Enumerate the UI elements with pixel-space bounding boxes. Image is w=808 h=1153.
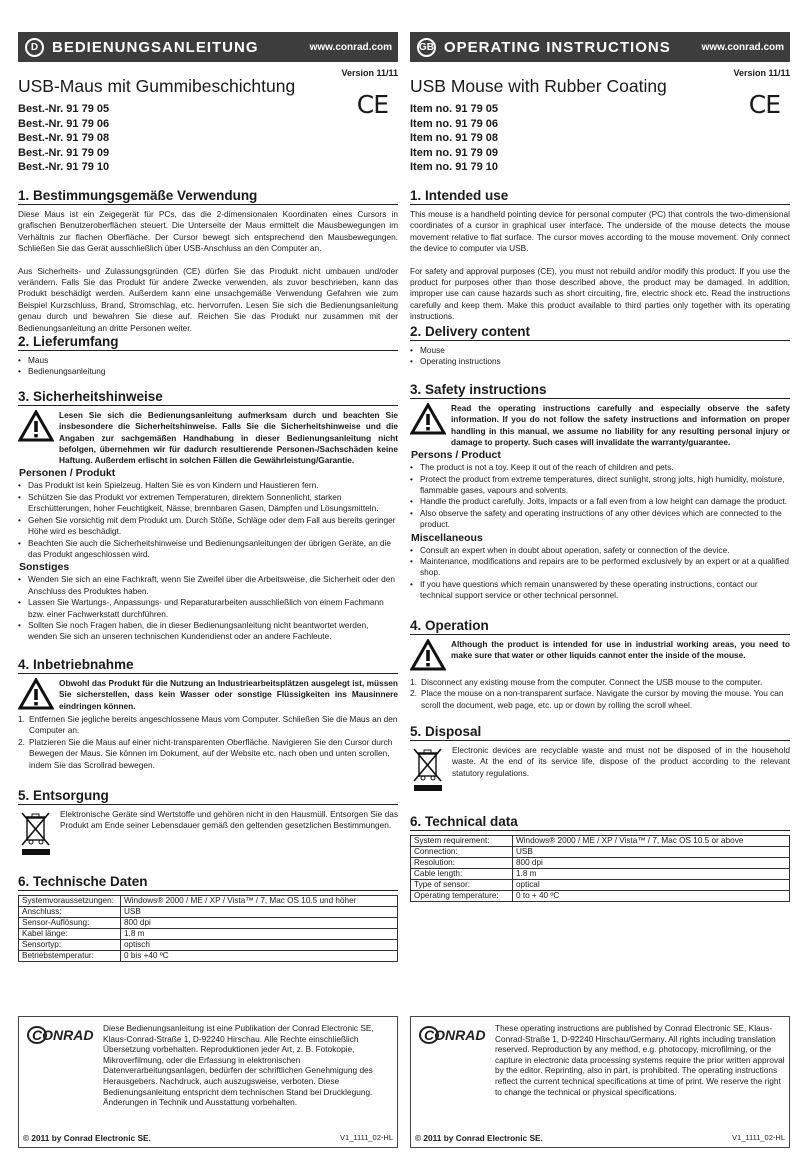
section-delivery-content: [18, 334, 398, 378]
table-row: [19, 951, 398, 962]
table-row: [411, 880, 790, 891]
banner-title: OPERATING INSTRUCTIONS: [444, 38, 671, 56]
item-numbers: [410, 102, 790, 175]
list-item: • Lassen Sie Wartungs-, Anpassungs- und Reparaturarbeiten ausschließlich von einem Fachmann bzw. einer Fachwerkstatt durchführen.: [18, 597, 398, 620]
bullet-list: [18, 480, 398, 560]
table-row: [411, 869, 790, 880]
spec-value: optical: [513, 880, 790, 891]
ce-mark-icon: CE: [356, 90, 388, 119]
list-item: • Handle the product carefully. Jolts, impacts or a fall even from a low height can damage the product.: [410, 496, 790, 507]
spec-label: Systemvoraussetzungen:: [19, 896, 121, 907]
warning-text: Obwohl das Produkt für die Nutzung an Industriearbeitsplätzen ausgelegt ist, müssen Sie sicherstellen, dass kein Wasser oder sonstige Flüssigkeiten ins Mausinnere eindringen können.: [59, 678, 398, 711]
spec-label: Sensor-Auflösung:: [19, 918, 121, 929]
warning-triangle-icon: [410, 639, 446, 671]
table-row: [411, 847, 790, 858]
ce-mark-icon: CE: [748, 90, 780, 119]
table-row: [19, 907, 398, 918]
spec-value: USB: [513, 847, 790, 858]
conrad-logo: [419, 1025, 491, 1045]
item-number: Best.-Nr. 91 79 08: [18, 132, 110, 144]
list-item: • Maintenance, modifications and repairs are to be performed exclusively by an expert or at a qualified shop.: [410, 556, 790, 579]
list-item: • Das Produkt ist kein Spielzeug. Halten Sie es von Kindern und Haustieren fern.: [18, 480, 398, 491]
list-item: • Mouse: [410, 345, 790, 356]
subheading-persons: Personen / Produkt: [19, 467, 116, 480]
numbered-item: 2. Place the mouse on a non-transparent surface. Navigate the cursor by moving the mouse. You can scroll the document, web page, etc. up or down by rolling the scroll wheel.: [410, 688, 784, 710]
warning-block: [410, 403, 790, 448]
section-title: 6. Technische Daten: [18, 874, 398, 891]
bullet-list: [18, 574, 398, 642]
spec-value: 0 to + 40 ºC: [513, 891, 790, 902]
numbered-item: 1. Disconnect any existing mouse from the computer. Connect the USB mouse to the computer.: [410, 677, 763, 687]
spec-label: Kabel länge:: [19, 929, 121, 940]
section-title: 2. Delivery content: [410, 324, 790, 341]
section-title: 1. Bestimmungsgemäße Verwendung: [18, 188, 398, 205]
table-row: [19, 929, 398, 940]
spec-label: Anschluss:: [19, 907, 121, 918]
spec-value: 800 dpi: [513, 858, 790, 869]
language-badge: D: [25, 38, 44, 57]
warning-block: [410, 639, 790, 671]
crossed-bin-icon: [410, 745, 446, 793]
numbered-list: [410, 677, 790, 711]
section-disposal: [410, 724, 790, 793]
svg-text:CONRAD: CONRAD: [32, 1027, 94, 1043]
list-item: • Gehen Sie vorsichtig mit dem Produkt um. Durch Stöße, Schläge oder dem Fall aus bereits geringer Höhe wird es beschädigt.: [18, 515, 398, 538]
item-number: Best.-Nr. 91 79 05: [18, 103, 110, 115]
warning-text: Although the product is intended for use in industrial working areas, you need to make sure that water or other liquids cannot enter the inside of the mouse.: [451, 639, 790, 661]
table-row: [411, 836, 790, 847]
spec-value: 1.8 m: [513, 869, 790, 880]
subheading-persons: Persons / Product: [411, 449, 501, 462]
list-item: • Wenden Sie sich an eine Fachkraft, wenn Sie Zweifel über die Arbeitsweise, die Sicherheit oder den Anschluss des Produktes haben.: [18, 574, 398, 597]
section-technical-data: [410, 814, 790, 902]
item-number: Best.-Nr. 91 79 10: [18, 161, 110, 173]
imprint-text: Diese Bedienungsanleitung ist eine Publikation der Conrad Electronic SE, Klaus-Conrad-Straße 1, D-92240 Hirschau. Alle Rechte einschließlich Übersetzung vorbehalten. Reproduktionen jeder Art, z. B. Fotokopie, Mikroverfilmung, oder die Erfassung in elektronischen Datenverarbeitungsanlagen, bedürfen der schriftlichen Genehmigung des Herausgebers. Nachdruck, auch auszugsweise, verboten. Diese Bedienungsanleitung entspricht dem technischen Stand bei Drucklegung. Änderungen in Technik und Ausstattung vorbehalten.: [103, 1023, 374, 1108]
spec-label: Operating temperature:: [411, 891, 513, 902]
product-title: USB Mouse with Rubber Coating: [410, 76, 667, 96]
table-row: [19, 940, 398, 951]
spec-label: System requirement:: [411, 836, 513, 847]
paragraph: Aus Sicherheits- und Zulassungsgründen (CE) dürfen Sie das Produkt nicht umbauen und/oder verändern. Falls Sie das Produkt für andere Zwecke verwenden, als zuvor beschrieben, kann das Produkt beschädigt werden. Außerdem kann eine unsachgemäße Verwendung Gefahren wie zum Beispiel Kurzschluss, Brand, Stromschlag, etc. hervorrufen. Lesen Sie sich die Bedienungsanleitung genau durch und bewahren Sie diese auf. Reichen Sie das Produkt nur zusammen mit der Bedienungsanleitung an dritte Personen weiter.: [18, 265, 398, 333]
section-safety: [18, 389, 398, 643]
section-title: 5. Disposal: [410, 724, 790, 741]
crossed-bin-icon: [18, 809, 54, 857]
spec-label: Connection:: [411, 847, 513, 858]
column-english: [410, 34, 790, 1146]
paragraph: For safety and approval purposes (CE), you must not rebuild and/or modify this product. If you use the product for purposes other than those described above, the product may be damaged. In addition, improper use can cause hazards such as short circuiting, fire, electric shock etc. Read the instructions carefully and keep them. Make this product available to third parties only together with its operating instructions.: [410, 265, 790, 322]
spec-value: 0 bis +40 ºC: [121, 951, 398, 962]
subheading-misc: Sonstiges: [19, 561, 70, 574]
paragraph: Diese Maus ist ein Zeigegerät für PCs, das die 2-dimensionalen Koordinaten eines Cursors in grafischen Benutzeroberflächen steuert. Die Unterseite der Maus ermittelt die Mausbewegungen im Verhältnis zur flachen Oberfläche. Der Cursor bewegt sich entsprechend den Mausbewegungen. Schließen Sie das Gerät ausschließlich über USB-Anschluss an den Computer an.: [18, 209, 398, 254]
disposal-block: [18, 809, 398, 857]
spec-value: optisch: [121, 940, 398, 951]
section-safety: [410, 382, 790, 602]
svg-text:CONRAD: CONRAD: [424, 1027, 486, 1043]
table-row: [19, 918, 398, 929]
section-title: 6. Technical data: [410, 814, 790, 831]
imprint-box: [410, 1016, 790, 1148]
section-title: 4. Operation: [410, 618, 790, 635]
warning-text: Lesen Sie sich die Bedienungsanleitung aufmerksam durch und beachten Sie insbesondere die Sicherheitshinweise. Falls Sie die Sicherheitshinweise und die Angaben zur sachgemäßen Handhabung in dieser Bedienungsanleitung nicht befolgen, übernehmen wir für dadurch resultierende Personen-/Sachschäden keine Haftung. Außerdem erlischt in solchen Fällen die Gewährleistung/Garantie.: [59, 410, 398, 466]
list-item: • The product is not a toy. Keep it out of the reach of children and pets.: [410, 462, 790, 473]
list-item: • Beachten Sie auch die Sicherheitshinweise und Bedienungsanleitungen der übrigen Geräte, an die das Produkt angeschlossen wird.: [18, 538, 398, 561]
tech-data-table: [18, 895, 398, 962]
banner-title: BEDIENUNGSANLEITUNG: [52, 38, 259, 56]
spec-value: 1.8 m: [121, 929, 398, 940]
section-technical-data: [18, 874, 398, 962]
list-item: • Protect the product from extreme temperatures, direct sunlight, strong jolts, high humidity, moisture, flammable gases, vapours and solvents.: [410, 474, 790, 497]
item-number: Item no. 91 79 06: [410, 117, 499, 130]
list-item: • Sollten Sie noch Fragen haben, die in dieser Bedienungsanleitung nicht beantwortet werden, wenden Sie sich an unseren technischen Kundendienst oder an andere Fachleute.: [18, 620, 398, 643]
disposal-text: Electronic devices are recyclable waste and must not be disposed of in the household waste. At the end of its service life, dispose of the product according to the relevant statutory regulations.: [452, 745, 790, 778]
numbered-item: 1. Entfernen Sie jegliche bereits angeschlossene Maus vom Computer. Schließen Sie die Maus an den Computer an.: [18, 713, 398, 736]
list-item: • Consult an expert when in doubt about operation, safety or connection of the device.: [410, 545, 790, 556]
numbered-list: [18, 714, 398, 771]
header-banner: [18, 32, 398, 62]
warning-block: [18, 678, 398, 712]
column-german: [18, 34, 398, 1146]
imprint-text: These operating instructions are published by Conrad Electronic SE, Klaus-Conrad-Straße 1, D-92240 Hirschau/Germany. All rights including translation reserved. Reproduction by any method, e.g. photocopy, microfilming, or the capture in electronic data processing systems require the prior written approval by the editor. Reprinting, also in part, is prohibited. The operating instructions reflect the current technical specifications at time of print. We reserve the right to change the technical or physical specifications.: [495, 1023, 785, 1097]
numbered-item: 2. Platzieren Sie die Maus auf einer nicht-transparenten Oberfläche. Navigieren Sie den Cursor durch Bewegen der Maus. Sie können im Dokument, auf der Website etc. nach oben und unten scrollen, indem Sie das Scrollrad bewegen.: [18, 736, 393, 770]
warning-text: Read the operating instructions carefully and especially observe the safety information. If you do not follow the safety instructions and information on proper handling in this manual, we assume no liability for any resulting personal injury or damage to property. Such cases will invalidate the warranty/guarantee.: [451, 403, 790, 447]
warning-triangle-icon: [18, 410, 54, 442]
item-number: Item no. 91 79 05: [410, 103, 499, 115]
section-intended-use: [18, 188, 398, 334]
list-item: • Schützen Sie das Produkt vor extremen Temperaturen, direktem Sonnenlicht, starken Erschütterungen, hoher Feuchtigkeit, Nässe, brennbaren Gasen, Dämpfen und Lösungsmitteln.: [18, 492, 398, 515]
spec-label: Betriebstemperatur:: [19, 951, 121, 962]
website-url: www.conrad.com: [309, 41, 392, 53]
spec-value: USB: [121, 907, 398, 918]
spec-value: Windows® 2000 / ME / XP / Vista™ / 7, Mac OS 10.5 und höher: [121, 896, 398, 907]
table-row: [411, 891, 790, 902]
warning-triangle-icon: [18, 678, 54, 710]
section-delivery-content: [410, 324, 790, 368]
document-code: V1_1111_02-HL: [340, 1133, 393, 1142]
item-number: Item no. 91 79 08: [410, 132, 499, 144]
list-item: • If you have questions which remain unanswered by these operating instructions, contact our technical support service or other technical personnel.: [410, 579, 790, 602]
warning-triangle-icon: [410, 403, 446, 435]
table-row: [411, 858, 790, 869]
spec-label: Resolution:: [411, 858, 513, 869]
bullet-list: [18, 355, 398, 378]
spec-label: Cable length:: [411, 869, 513, 880]
list-item: • Also observe the safety and operating instructions of any other devices which are connected to the product.: [410, 508, 790, 531]
disposal-block: [410, 745, 790, 793]
subheading-misc: Miscellaneous: [411, 531, 483, 544]
section-operation: [18, 657, 398, 771]
section-title: 2. Lieferumfang: [18, 334, 398, 351]
version-label: Version 11/11: [341, 68, 398, 78]
section-operation: [410, 618, 790, 711]
spec-label: Type of sensor:: [411, 880, 513, 891]
website-url: www.conrad.com: [701, 41, 784, 53]
table-row: [19, 896, 398, 907]
warning-block: [18, 410, 398, 466]
section-title: 4. Inbetriebnahme: [18, 657, 398, 674]
spec-value: Windows® 2000 / ME / XP / Vista™ / 7, Mac OS 10.5 or above: [513, 836, 790, 847]
section-title: 3. Sicherheitshinweise: [18, 389, 398, 406]
copyright: © 2011 by Conrad Electronic SE.: [415, 1133, 543, 1143]
tech-data-table: [410, 835, 790, 902]
section-title: 1. Intended use: [410, 188, 790, 205]
bullet-list: [410, 462, 790, 530]
header-banner: [410, 32, 790, 62]
paragraph: This mouse is a handheld pointing device for personal computer (PC) that controls the two-dimensional coordinates of a cursor in graphical user interface. The underside of the mouse detects the mouse movement relative to flat surface. The cursor moves according to the mouse movement. Only connect the device to computer via USB.: [410, 209, 790, 254]
bullet-list: [410, 345, 790, 368]
list-item: • Bedienungsanleitung: [18, 366, 398, 377]
spec-value: 800 dpi: [121, 918, 398, 929]
product-title: USB-Maus mit Gummibeschichtung: [18, 76, 296, 96]
item-number: Best.-Nr. 91 79 09: [18, 146, 110, 159]
list-item: • Maus: [18, 355, 398, 366]
disposal-text: Elektronische Geräte sind Wertstoffe und gehören nicht in den Hausmüll. Entsorgen Sie das Produkt am Ende seiner Lebensdauer gemäß den geltenden gesetzlichen Bestimmungen.: [60, 809, 398, 831]
item-number: Item no. 91 79 10: [410, 161, 499, 173]
item-number: Item no. 91 79 09: [410, 146, 499, 159]
section-title: 3. Safety instructions: [410, 382, 790, 399]
section-disposal: [18, 788, 398, 857]
section-intended-use: [410, 188, 790, 323]
item-numbers: [18, 102, 398, 175]
spec-label: Sensortyp:: [19, 940, 121, 951]
item-number: Best.-Nr. 91 79 06: [18, 117, 110, 130]
version-label: Version 11/11: [733, 68, 790, 78]
document-code: V1_1111_02-HL: [732, 1133, 785, 1142]
list-item: • Operating instructions: [410, 356, 790, 367]
bullet-list: [410, 545, 790, 602]
section-title: 5. Entsorgung: [18, 788, 398, 805]
imprint-box: [18, 1016, 398, 1148]
language-badge: GB: [417, 38, 436, 57]
conrad-logo: [27, 1025, 99, 1045]
copyright: © 2011 by Conrad Electronic SE.: [23, 1133, 151, 1143]
